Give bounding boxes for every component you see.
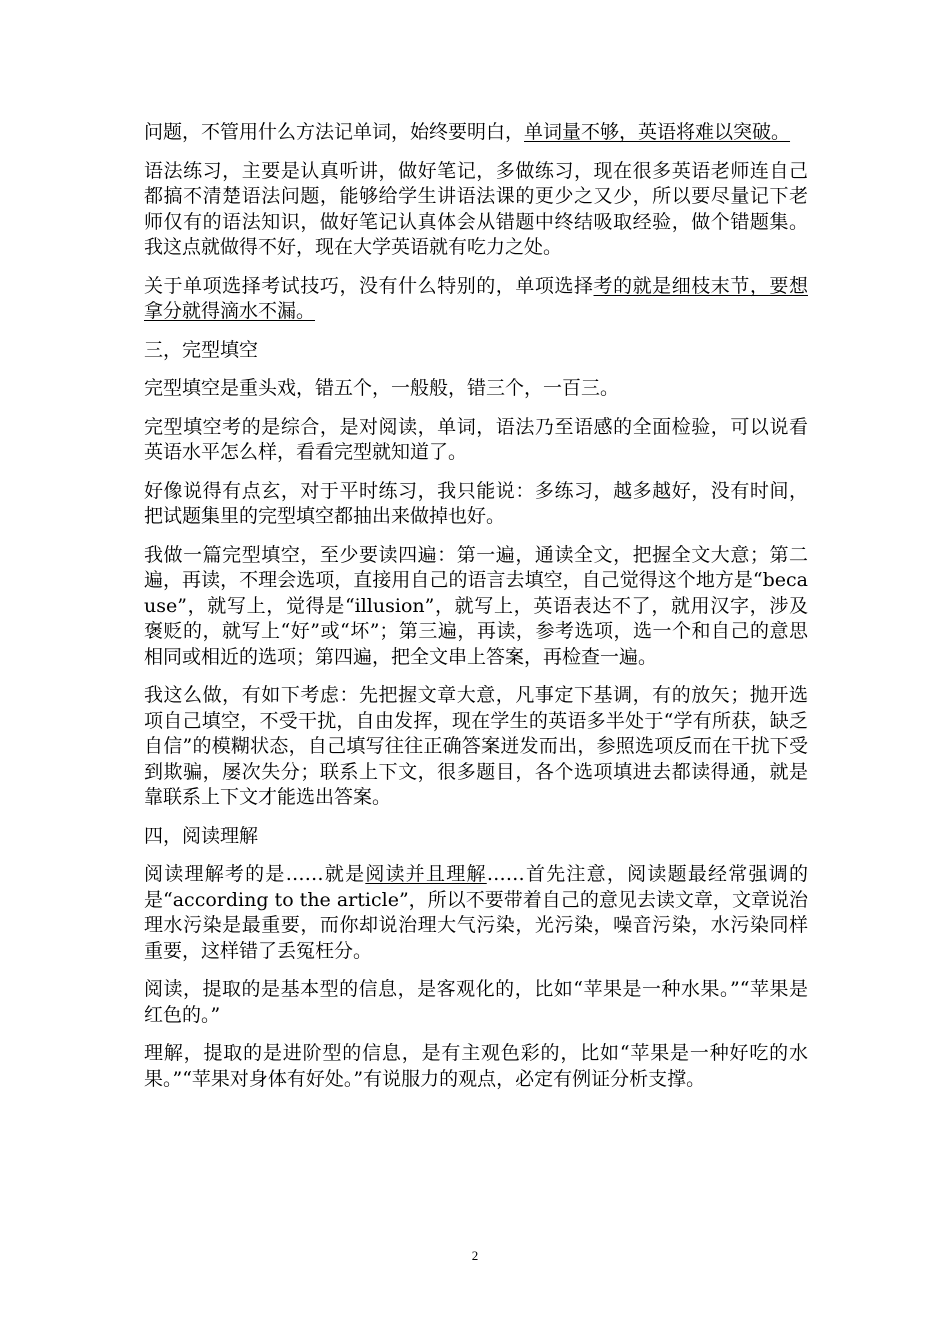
text-run: 我这么做，有如下考虑：先把握文章大意，凡事定下基调，有的放矢；抛开选项自己填空，不受干扰，自由发挥，现在学生的英语多半处于“学有所获，缺乏自信”的模糊状态，自己填写往往正确答案迸发而出，参照选项反而在干扰下受到欺骗，屡次失分；联系上下文，很多题目，各个选项填进去都读得通，就是靠联系上下文才能选出答案。 bbox=[144, 684, 808, 808]
paragraph-reading-basic bbox=[144, 977, 808, 1028]
paragraph-multiple-choice bbox=[144, 274, 808, 325]
text-run: 语法练习，主要是认真听讲，做好笔记，多做练习，现在很多英语老师连自己都搞不清楚语法问题，能够给学生讲语法课的更少之又少，所以要尽量记下老师仅有的语法知识，做好笔记认真体会从错题中终结吸取经验，做个错题集。我这点就做得不好，现在大学英语就有吃力之处。 bbox=[144, 159, 808, 258]
heading-text: 四，阅读理解 bbox=[144, 824, 259, 847]
underlined-text: 单词量不够，英语将难以突破。 bbox=[524, 121, 791, 143]
text-run: 关于单项选择考试技巧，没有什么特别的，单项选择 bbox=[144, 274, 594, 297]
paragraph-reading-intro bbox=[144, 862, 808, 964]
text-run: 完型填空考的是综合，是对阅读，单词，语法乃至语感的全面检验，可以说看英语水平怎么样，看看完型就知道了。 bbox=[144, 415, 808, 463]
underlined-text: 阅读并且理解 bbox=[365, 863, 487, 885]
page-number: 2 bbox=[471, 1248, 479, 1263]
text-run: 完型填空是重头戏，错五个，一般般，错三个，一百三。 bbox=[144, 377, 620, 399]
heading-text: 三，完型填空 bbox=[144, 338, 259, 361]
text-run: 问题，不管用什么方法记单词，始终要明白， bbox=[144, 121, 525, 143]
text-run: 阅读，提取的是基本型的信息，是客观化的，比如“苹果是一种水果。”“苹果是红色的。” bbox=[144, 978, 808, 1026]
paragraph-cloze-practice bbox=[144, 479, 808, 530]
section-heading-reading bbox=[144, 824, 808, 850]
section-heading-cloze bbox=[144, 338, 808, 364]
text-run: 阅读理解考的是……就是 bbox=[144, 863, 366, 885]
document-body bbox=[144, 120, 808, 1105]
paragraph-cloze-four-passes bbox=[144, 543, 808, 671]
text-run: 理解，提取的是进阶型的信息，是有主观色彩的，比如“苹果是一种好吃的水果。”“苹果对身体有好处。”有说服力的观点，必定有例证分析支撑。 bbox=[144, 1042, 808, 1090]
paragraph-grammar bbox=[144, 159, 808, 261]
text-run: ……首先注意，阅读题最经常强调的是“according to the article”，所以不要带着自己的意见去读文章，文章说治理水污染是最重要，而你却说治理大气污染，光污染，噪音污染，水污染同样重要，这样错了丢冤枉分。 bbox=[144, 863, 808, 962]
paragraph-cloze-reasons bbox=[144, 683, 808, 811]
paragraph-cloze-comprehensive bbox=[144, 415, 808, 466]
paragraph-cloze-importance bbox=[144, 376, 808, 402]
text-run: 好像说得有点玄，对于平时练习，我只能说：多练习，越多越好，没有时间，把试题集里的完型填空都抽出来做掉也好。 bbox=[144, 479, 808, 527]
underlined-text: 考的就是细枝末节，要想拿分就得滴水不漏。 bbox=[144, 274, 808, 322]
paragraph-word-vocab bbox=[144, 120, 808, 146]
text-run: 我做一篇完型填空，至少要读四遍：第一遍，通读全文，把握全文大意；第二遍，再读，不理会选项，直接用自己的语言去填空，自己觉得这个地方是“because”，就写上，觉得是“illusion”，就写上，英语表达不了，就用汉字，涉及褒贬的，就写上“好”或“坏”；第三遍，再读，参考选项，选一个和自己的意思相同或相近的选项；第四遍，把全文串上答案，再检查一遍。 bbox=[144, 543, 808, 668]
paragraph-reading-advanced bbox=[144, 1041, 808, 1092]
